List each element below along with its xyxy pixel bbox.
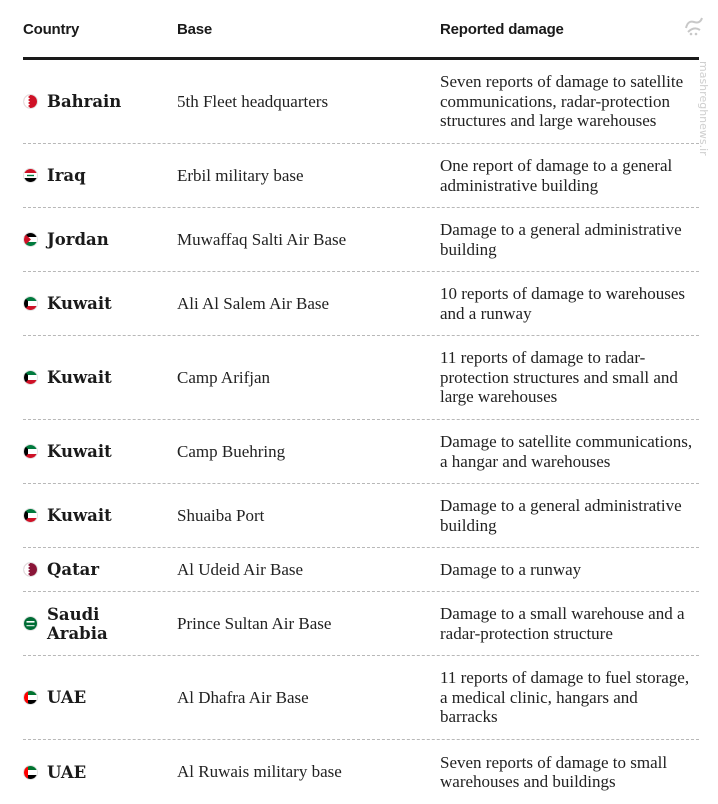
damage-cell: Damage to a general administrative building [440,496,682,535]
kuwait-flag-icon [23,296,38,311]
country-name: Saudi Arabia [47,604,108,643]
country-cell [23,442,177,461]
country-name: Kuwait [47,368,112,387]
damage-cell: Seven reports of damage to small warehouses and buildings [440,752,668,791]
country-cell [23,688,177,707]
base-cell: Ali Al Salem Air Base [177,293,330,313]
kuwait-flag-icon [23,508,38,523]
iraq-flag-icon [23,168,38,183]
table-row [23,592,699,656]
table-row [23,144,699,208]
table-header [23,0,699,60]
base-cell: 5th Fleet headquarters [177,91,329,111]
base-cell: Camp Arifjan [177,367,271,387]
country-name: Kuwait [47,506,112,525]
country-name: Bahrain [47,92,122,111]
damage-cell: 11 reports of damage to fuel storage, a medical clinic, hangars and barracks [440,668,690,727]
saudi-arabia-flag-icon [23,616,38,631]
watermark-text: mashreghnews.ir [697,61,710,156]
country-name: UAE [47,688,87,707]
damage-cell: One report of damage to a general administrative building [440,156,673,195]
base-cell: Camp Buehring [177,441,286,461]
damage-cell: Damage to a general administrative building [440,220,682,259]
bahrain-flag-icon [23,94,38,109]
damage-cell: Damage to a small warehouse and a radar-protection structure [440,604,685,643]
country-cell [23,506,177,525]
table-row [23,548,699,592]
kuwait-flag-icon [23,444,38,459]
watermark-logo-icon [682,14,706,38]
kuwait-flag-icon [23,370,38,385]
country-name: Jordan [47,230,109,249]
country-cell [23,230,177,249]
table-row [23,60,699,144]
damage-table [23,0,699,804]
country-cell [23,560,177,579]
country-name: Kuwait [47,442,112,461]
jordan-flag-icon [23,232,38,247]
table-row [23,740,699,804]
table-row [23,484,699,548]
country-name: Iraq [47,166,86,185]
damage-cell: Seven reports of damage to satellite communications, radar-protection structures and large warehouses [440,72,684,131]
base-cell: Al Ruwais military base [177,762,342,781]
country-cell [23,294,177,313]
country-cell [23,763,177,782]
table-row [23,272,699,336]
table-row [23,420,699,484]
country-cell [23,605,177,643]
uae-flag-icon [23,765,38,780]
damage-cell: Damage to a runway [440,559,582,579]
country-cell [23,92,177,111]
base-cell: Prince Sultan Air Base [177,613,332,633]
country-cell [23,368,177,387]
table-row [23,208,699,272]
base-cell: Al Udeid Air Base [177,559,304,579]
country-name-line [23,605,127,643]
base-cell: Erbil military base [177,165,304,185]
country-name: UAE [47,762,87,782]
header-damage: Reported damage [440,21,564,38]
qatar-flag-icon [23,562,38,577]
country-name: Qatar [47,560,100,579]
base-cell: Al Dhafra Air Base [177,687,309,707]
base-cell: Muwaffaq Salti Air Base [177,229,347,249]
uae-flag-icon [23,690,38,705]
damage-cell: Damage to satellite communications, a hangar and warehouses [440,432,693,471]
country-cell [23,166,177,185]
table-row [23,336,699,420]
base-cell: Shuaiba Port [177,505,265,525]
header-base: Base [177,21,213,38]
damage-cell: 10 reports of damage to warehouses and a runway [440,284,686,323]
damage-cell: 11 reports of damage to radar-protection structures and small and large warehouses [440,348,678,407]
country-name: Kuwait [47,294,112,313]
header-country: Country [23,21,80,38]
table-row [23,656,699,740]
